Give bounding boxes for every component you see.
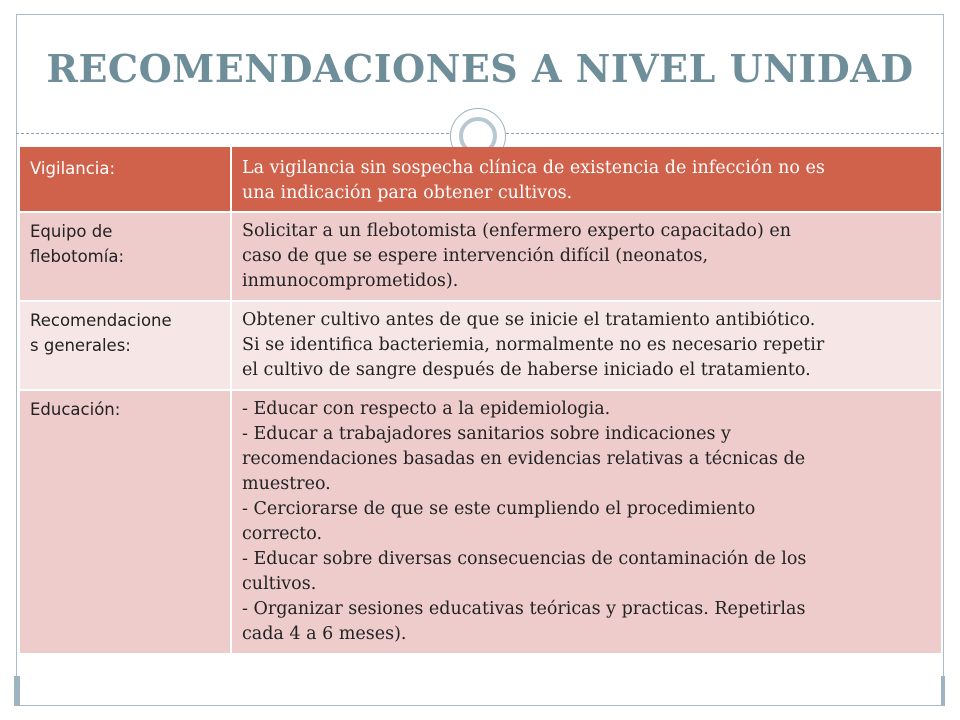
frame-accent-right <box>941 676 945 706</box>
row-line: cada 4 a 6 meses). <box>242 624 407 644</box>
row-line: Si se identifica bacteriemia, normalmente no es necesario repetir <box>242 335 825 355</box>
frame-accent-left <box>14 676 20 706</box>
row-content-cell <box>231 390 941 654</box>
table-row <box>20 301 941 390</box>
header-label-cell <box>20 147 231 212</box>
row-label-cell <box>20 301 231 390</box>
row-line: Obtener cultivo antes de que se inicie el tratamiento antibiótico. <box>242 310 816 330</box>
row-line: - Cerciorarse de que se este cumpliendo el procedimiento <box>242 499 756 519</box>
slide-title: RECOMENDACIONES A NIVEL UNIDAD <box>46 46 914 91</box>
row-label: Recomendacione <box>30 311 172 330</box>
header-line: La vigilancia sin sospecha clínica de existencia de infección no es <box>242 158 825 178</box>
row-line: el cultivo de sangre después de haberse iniciado el tratamiento. <box>242 360 811 380</box>
row-line: muestreo. <box>242 474 331 494</box>
row-content-cell <box>231 212 941 301</box>
header-label: Vigilancia: <box>30 159 116 178</box>
header-line: una indicación para obtener cultivos. <box>242 183 573 203</box>
row-line: - Educar sobre diversas consecuencias de contaminación de los <box>242 549 807 569</box>
table-row <box>20 212 941 301</box>
row-line: - Educar a trabajadores sanitarios sobre indicaciones y <box>242 424 731 444</box>
recommendations-table <box>20 147 941 655</box>
row-line: - Educar con respecto a la epidemiologia. <box>242 399 611 419</box>
row-label: flebotomía: <box>30 247 125 266</box>
row-label: Equipo de <box>30 222 113 241</box>
row-content-cell <box>231 301 941 390</box>
header-content-cell <box>231 147 941 212</box>
row-line: Solicitar a un flebotomista (enfermero experto capacitado) en <box>242 221 791 241</box>
row-label-cell <box>20 212 231 301</box>
row-label: s generales: <box>30 336 131 355</box>
row-line: cultivos. <box>242 574 317 594</box>
row-label-cell <box>20 390 231 654</box>
row-label: Educación: <box>30 400 121 419</box>
row-line: inmunocomprometidos). <box>242 271 459 291</box>
row-line: recomendaciones basadas en evidencias relativas a técnicas de <box>242 449 806 469</box>
table-row <box>20 390 941 654</box>
row-line: caso de que se espere intervención difícil (neonatos, <box>242 246 709 266</box>
table-header-row <box>20 147 941 212</box>
row-line: - Organizar sesiones educativas teóricas y practicas. Repetirlas <box>242 599 806 619</box>
row-line: correcto. <box>242 524 323 544</box>
